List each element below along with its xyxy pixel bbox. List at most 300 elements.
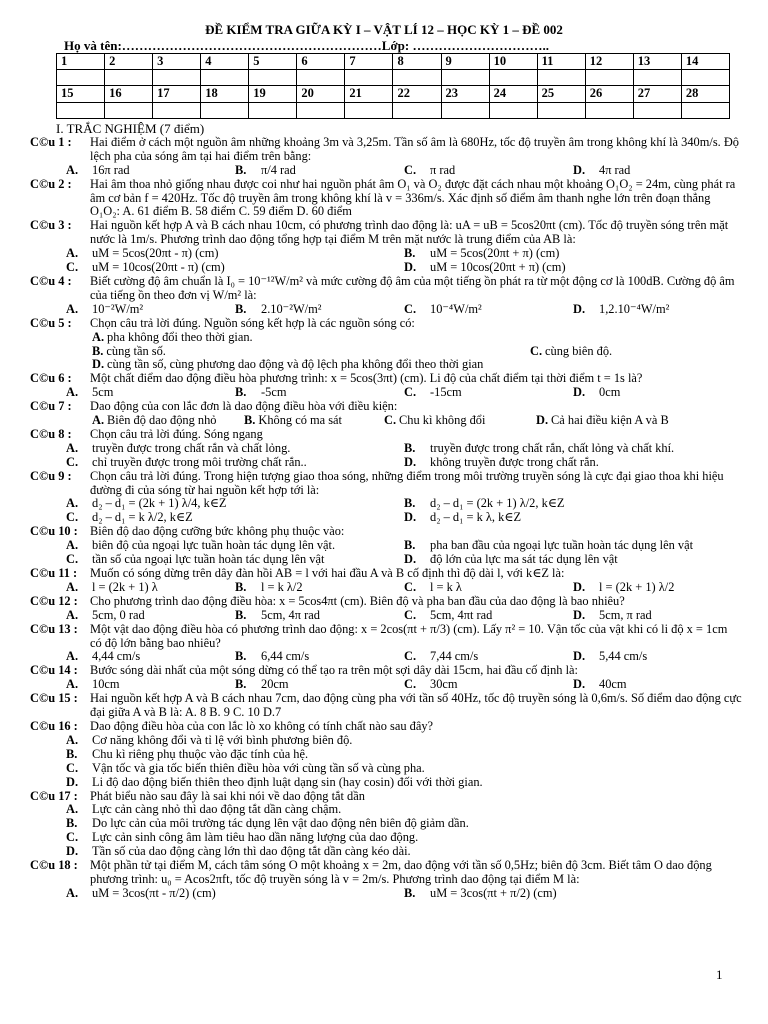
exam-content bbox=[0, 122, 768, 901]
answer-grid-number-cell: 9 bbox=[441, 54, 489, 70]
answer-grid-number-row bbox=[57, 86, 730, 102]
option-letter: A. bbox=[66, 301, 79, 316]
question-label: C©u 6 : bbox=[30, 371, 72, 386]
option-text: Li độ dao động biến thiên theo định luật dạng sin (hay cosin) đối với thời gian. bbox=[92, 774, 483, 789]
option-text: uM = 3cos(πt - π/2) (cm) bbox=[92, 885, 216, 900]
option-text: 1,2.10⁻⁴W/m² bbox=[599, 301, 670, 316]
answer-option[interactable] bbox=[404, 497, 742, 511]
answer-grid-number-cell: 10 bbox=[489, 54, 537, 70]
question-text: Hai nguồn kết hợp A và B cách nhau 7cm, dao động cùng pha với tần số 40Hz, tốc độ truyền sóng là 0,6m/s. Số điểm dao động cực đại giữa A và B là: A. 8 B. 9 C. 10 D.7 bbox=[90, 691, 742, 720]
question-label: C©u 4 : bbox=[30, 273, 72, 288]
answer-options bbox=[0, 581, 744, 595]
answer-grid-answer-cell[interactable] bbox=[585, 70, 633, 86]
option-letter: C. bbox=[384, 413, 397, 428]
option-text: π/4 rad bbox=[261, 162, 296, 177]
question-label: C©u 1 : bbox=[30, 134, 72, 149]
option-letter: B. bbox=[404, 885, 416, 900]
answer-option[interactable] bbox=[536, 414, 726, 428]
option-letter: C. bbox=[404, 385, 417, 400]
answer-grid-answer-cell[interactable] bbox=[57, 70, 105, 86]
question-item bbox=[0, 525, 768, 567]
section-title: I. TRẮC NGHIỆM (7 điểm) bbox=[56, 121, 205, 136]
answer-option[interactable] bbox=[92, 414, 244, 428]
option-letter: B. bbox=[404, 246, 416, 261]
answer-grid-answer-cell[interactable] bbox=[633, 102, 681, 118]
answer-option[interactable] bbox=[66, 456, 404, 470]
option-letter: A. bbox=[66, 246, 79, 261]
answer-grid-answer-cell[interactable] bbox=[489, 70, 537, 86]
answer-grid-number-cell: 3 bbox=[153, 54, 201, 70]
option-letter: A. bbox=[66, 385, 79, 400]
question-text: Chọn câu trả lời đúng. Sóng ngang bbox=[90, 426, 263, 441]
question-text: Hai nguồn kết hợp A và B cách nhau 10cm, có phương trình dao động là: uA = uB = 5cos20πt (cm). Tốc độ truyền sóng trên mặt nước là 1m/s. Phương trình dao động tổng hợp tại điểm M trên mặt nước là trung điểm của AB là: bbox=[90, 218, 729, 247]
option-letter: C. bbox=[404, 607, 417, 622]
answer-grid-answer-cell[interactable] bbox=[489, 102, 537, 118]
answer-grid-number-cell: 19 bbox=[249, 86, 297, 102]
page-number: 1 bbox=[716, 967, 723, 982]
answer-grid-answer-cell[interactable] bbox=[249, 70, 297, 86]
answer-options bbox=[0, 887, 744, 901]
option-letter: A. bbox=[66, 162, 79, 177]
option-text: l = k λ/2 bbox=[261, 579, 303, 594]
option-text: 10⁻⁴W/m² bbox=[430, 301, 482, 316]
option-letter: B. bbox=[404, 440, 416, 455]
answer-grid-number-cell: 21 bbox=[345, 86, 393, 102]
option-text: 10⁻²W/m² bbox=[92, 301, 144, 316]
option-letter: D. bbox=[573, 677, 586, 692]
answer-option[interactable] bbox=[404, 164, 573, 178]
option-text: tần số của ngoại lực tuần hoàn tác dụng lên vật bbox=[92, 552, 325, 567]
answer-option[interactable] bbox=[66, 845, 744, 859]
answer-grid-answer-cell[interactable] bbox=[681, 70, 729, 86]
answer-grid-answer-cell[interactable] bbox=[393, 102, 441, 118]
answer-option[interactable] bbox=[573, 386, 742, 400]
answer-option[interactable] bbox=[66, 247, 404, 261]
option-text: 5cm, 0 rad bbox=[92, 607, 145, 622]
option-letter: B. bbox=[235, 607, 247, 622]
option-text: pha ban đầu của ngoại lực tuần hoàn tác dụng lên vật bbox=[430, 538, 694, 553]
option-text: l = k λ bbox=[430, 579, 462, 594]
answer-option[interactable] bbox=[92, 358, 483, 372]
answer-grid-answer-cell[interactable] bbox=[105, 70, 153, 86]
answer-grid-number-cell: 1 bbox=[57, 54, 105, 70]
question-item bbox=[0, 567, 768, 595]
answer-options bbox=[0, 497, 744, 525]
question-label: C©u 15 : bbox=[30, 691, 78, 706]
answer-grid-answer-cell[interactable] bbox=[297, 102, 345, 118]
option-text: d₂ – d₁ = (2k + 1) λ/2, k∈Z bbox=[430, 496, 565, 511]
option-letter: D. bbox=[404, 260, 417, 275]
option-text: 30cm bbox=[430, 677, 458, 692]
answer-option[interactable] bbox=[66, 511, 404, 525]
answer-option[interactable] bbox=[530, 345, 744, 359]
option-letter: D. bbox=[573, 579, 586, 594]
option-letter: A. bbox=[66, 496, 79, 511]
option-letter: A. bbox=[92, 413, 105, 428]
option-text: Không có ma sát bbox=[258, 413, 342, 428]
option-text: d₂ – d₁ = (2k + 1) λ/4, k∈Z bbox=[92, 496, 227, 511]
option-letter: A. bbox=[66, 802, 79, 817]
option-text: độ lớn của lực ma sát tác dụng lên vật bbox=[430, 552, 618, 567]
option-text: l = (2k + 1) λ bbox=[92, 579, 158, 594]
option-text: 10cm bbox=[92, 677, 120, 692]
question-text: Biết cường độ âm chuẩn là I₀ = 10⁻¹²W/m² và mức cường độ âm của một tiếng ồn phát ra từ một động cơ là 100dB. Cường độ âm của tiếng ồn theo đơn vị W/m² là: bbox=[90, 273, 735, 302]
answer-options bbox=[0, 442, 744, 470]
option-text: 2.10⁻²W/m² bbox=[261, 301, 322, 316]
answer-grid-number-cell: 7 bbox=[345, 54, 393, 70]
answer-grid-number-cell: 2 bbox=[105, 54, 153, 70]
option-letter: D. bbox=[404, 454, 417, 469]
question-item bbox=[0, 219, 768, 275]
option-text: π rad bbox=[430, 162, 456, 177]
option-text: cùng biên độ. bbox=[545, 343, 613, 358]
option-letter: D. bbox=[536, 413, 549, 428]
option-letter: C. bbox=[66, 760, 79, 775]
answer-options bbox=[0, 303, 744, 317]
question-label: C©u 10 : bbox=[30, 524, 78, 539]
question-text: Muốn có sóng dừng trên dây đàn hồi AB = l với hai đầu A và B cố định thì độ dài l, với k∈Z là: bbox=[90, 566, 565, 580]
option-text: Biên độ dao động nhỏ bbox=[107, 413, 217, 428]
option-text: truyền được trong chất rắn, chất lỏng và chất khí. bbox=[430, 440, 675, 455]
question-item bbox=[0, 400, 768, 428]
answer-options bbox=[0, 650, 744, 664]
answer-grid-number-cell: 16 bbox=[105, 86, 153, 102]
question-label: C©u 13 : bbox=[30, 621, 78, 636]
option-letter: D. bbox=[573, 301, 586, 316]
option-text: d₂ – d₁ = k λ/2, k∈Z bbox=[92, 510, 193, 525]
option-text: 5cm, 4π rad bbox=[261, 607, 320, 622]
option-text: l = (2k + 1) λ/2 bbox=[599, 579, 675, 594]
option-text: không truyền được trong chất rắn. bbox=[430, 454, 599, 469]
answer-grid-answer-cell[interactable] bbox=[201, 70, 249, 86]
question-text: Hai điểm ở cách một nguồn âm những khoảng 3m và 3,25m. Tần số âm là 680Hz, tốc độ truyền âm trong không khí là 340m/s. Độ lệch pha của sóng âm tại hai điểm trên bằng: bbox=[90, 134, 739, 163]
answer-grid-number-row bbox=[57, 54, 730, 70]
option-letter: A. bbox=[66, 732, 79, 747]
answer-option[interactable] bbox=[66, 303, 235, 317]
answer-grid-answer-cell[interactable] bbox=[537, 102, 585, 118]
option-text: 4π rad bbox=[599, 162, 631, 177]
question-label: C©u 5 : bbox=[30, 315, 72, 330]
option-text: Cả hai điều kiện A và B bbox=[551, 413, 669, 428]
answer-option[interactable] bbox=[66, 734, 406, 748]
answer-option[interactable] bbox=[66, 164, 235, 178]
option-letter: A. bbox=[66, 677, 79, 692]
answer-options bbox=[0, 164, 744, 178]
option-letter: D. bbox=[404, 510, 417, 525]
option-text: 16π rad bbox=[92, 162, 130, 177]
option-letter: B. bbox=[66, 746, 78, 761]
question-label: C©u 16 : bbox=[30, 718, 78, 733]
option-letter: B. bbox=[235, 301, 247, 316]
answer-grid-number-cell: 11 bbox=[537, 54, 585, 70]
question-item bbox=[0, 623, 768, 665]
question-item bbox=[0, 859, 768, 901]
answer-options bbox=[0, 539, 744, 567]
answer-grid-number-cell: 6 bbox=[297, 54, 345, 70]
option-letter: D. bbox=[573, 385, 586, 400]
question-item bbox=[0, 595, 768, 623]
answer-option[interactable] bbox=[404, 678, 573, 692]
option-text: -15cm bbox=[430, 385, 462, 400]
question-label: C©u 17 : bbox=[30, 788, 78, 803]
option-letter: A. bbox=[66, 885, 79, 900]
question-item bbox=[0, 664, 768, 692]
answer-grid-number-cell: 20 bbox=[297, 86, 345, 102]
option-letter: B. bbox=[244, 413, 256, 428]
answer-options bbox=[0, 247, 744, 275]
question-text: Cho phương trình dao động điều hòa: x = 5cos4πt (cm). Biên độ và pha ban đầu của dao động là bao nhiêu? bbox=[90, 593, 625, 608]
answer-grid-answer-cell[interactable] bbox=[297, 70, 345, 86]
answer-option[interactable] bbox=[66, 650, 235, 664]
answer-option[interactable] bbox=[66, 762, 744, 776]
option-text: Vận tốc và gia tốc biến thiên điều hòa với cùng tần số và cùng pha. bbox=[92, 760, 425, 775]
option-letter: D. bbox=[66, 774, 79, 789]
answer-grid-number-cell: 4 bbox=[201, 54, 249, 70]
answer-grid-answer-cell[interactable] bbox=[441, 70, 489, 86]
question-item bbox=[0, 790, 768, 860]
option-text: 40cm bbox=[599, 677, 627, 692]
answer-grid-number-cell: 23 bbox=[441, 86, 489, 102]
answer-option[interactable] bbox=[66, 887, 404, 901]
answer-option[interactable] bbox=[404, 539, 742, 553]
option-letter: A. bbox=[92, 329, 105, 344]
option-text: uM = 5cos(20πt + π) (cm) bbox=[430, 246, 560, 261]
answer-options bbox=[0, 678, 744, 692]
answer-option[interactable] bbox=[66, 539, 404, 553]
answer-option[interactable] bbox=[66, 553, 404, 567]
option-text: cùng tần số, cùng phương dao động và độ lệch pha không đổi theo thời gian bbox=[107, 357, 484, 372]
answer-option[interactable] bbox=[66, 581, 235, 595]
question-label: C©u 7 : bbox=[30, 399, 72, 414]
question-item bbox=[0, 428, 768, 470]
option-letter: B. bbox=[235, 579, 247, 594]
question-item bbox=[0, 720, 768, 790]
option-letter: B. bbox=[404, 538, 416, 553]
option-text: truyền được trong chất rắn và chất lỏng. bbox=[92, 440, 291, 455]
answer-option[interactable] bbox=[235, 609, 404, 623]
answer-grid-answer-row bbox=[57, 70, 730, 86]
question-text: Bước sóng dài nhất của một sóng dừng có thể tạo ra trên một sợi dây dài 15cm, hai đầu cố định là: bbox=[90, 663, 578, 678]
option-letter: B. bbox=[66, 816, 78, 831]
option-text: 5cm bbox=[92, 385, 114, 400]
answer-grid-answer-cell[interactable] bbox=[537, 70, 585, 86]
answer-grid-number-cell: 25 bbox=[537, 86, 585, 102]
option-letter: B. bbox=[92, 343, 104, 358]
answer-option[interactable] bbox=[404, 553, 742, 567]
answer-grid-number-cell: 12 bbox=[585, 54, 633, 70]
option-text: Lực cản càng nhỏ thì dao động tắt dần càng chậm. bbox=[92, 802, 342, 817]
option-text: Do lực cản của môi trường tác dụng lên vật dao động nên biên độ giảm dần. bbox=[92, 816, 469, 831]
option-text: Chu kì riêng phụ thuộc vào đặc tính của hệ. bbox=[92, 746, 309, 761]
answer-option[interactable] bbox=[404, 581, 573, 595]
option-letter: D. bbox=[573, 162, 586, 177]
option-letter: D. bbox=[92, 357, 105, 372]
question-item bbox=[0, 372, 768, 400]
question-text: Dao động điều hòa của con lắc lò xo không có tính chất nào sau đây? bbox=[90, 718, 434, 733]
answer-grid-answer-cell[interactable] bbox=[345, 102, 393, 118]
option-text: Cơ năng không đổi và tỉ lệ với bình phương biên độ. bbox=[92, 732, 353, 747]
question-label: C©u 8 : bbox=[30, 426, 72, 441]
option-letter: C. bbox=[404, 579, 417, 594]
question-text: Phát biểu nào sau đây là sai khi nói về dao động tắt dần bbox=[90, 788, 365, 803]
option-letter: D. bbox=[573, 649, 586, 664]
answer-option[interactable] bbox=[235, 164, 404, 178]
answer-option[interactable] bbox=[573, 164, 742, 178]
answer-grid-number-cell: 15 bbox=[57, 86, 105, 102]
answer-grid-answer-cell[interactable] bbox=[345, 70, 393, 86]
answer-grid-answer-cell[interactable] bbox=[201, 102, 249, 118]
question-item bbox=[0, 470, 768, 526]
answer-option[interactable] bbox=[235, 650, 404, 664]
answer-option[interactable] bbox=[235, 386, 404, 400]
class-field[interactable]: Lớp: ………………………….. bbox=[381, 38, 549, 53]
question-label: C©u 3 : bbox=[30, 218, 72, 233]
answer-option[interactable] bbox=[404, 650, 573, 664]
option-text: 4,44 cm/s bbox=[92, 649, 141, 664]
answer-option[interactable] bbox=[404, 456, 742, 470]
question-text: Một chất điểm dao động điều hòa phương trình: x = 5cos(3πt) (cm). Li độ của chất điểm tại thời điểm t = 1s là? bbox=[90, 371, 643, 386]
answer-option[interactable] bbox=[235, 678, 404, 692]
answer-option[interactable] bbox=[66, 803, 744, 817]
option-text: chỉ truyền được trong môi trường chất rắn.. bbox=[92, 454, 307, 469]
question-item bbox=[0, 178, 768, 220]
answer-option[interactable] bbox=[66, 261, 404, 275]
answer-option[interactable] bbox=[573, 303, 742, 317]
option-letter: A. bbox=[66, 649, 79, 664]
question-text: Chọn câu trả lời đúng. Trong hiện tượng giao thoa sóng, những điểm trong môi trường truyền sóng là cực đại giao thoa khi hiệu đường đi của sóng từ hai nguồn kết hợp tới là: bbox=[90, 468, 724, 497]
option-letter: C. bbox=[404, 649, 417, 664]
option-text: uM = 10cos(20πt + π) (cm) bbox=[430, 260, 566, 275]
question-item bbox=[0, 692, 768, 720]
answer-option[interactable] bbox=[404, 609, 573, 623]
option-text: Lực cản sinh công âm làm tiêu hao dần năng lượng của dao động. bbox=[92, 830, 419, 845]
answer-option[interactable] bbox=[384, 414, 536, 428]
question-text: Chọn câu trả lời đúng. Nguồn sóng kết hợp là các nguồn sóng có: bbox=[90, 315, 415, 330]
option-text: biên độ của ngoại lực tuần hoàn tác dụng lên vật. bbox=[92, 538, 336, 553]
answer-option[interactable] bbox=[404, 511, 742, 525]
answer-options bbox=[0, 414, 744, 428]
answer-grid-answer-cell[interactable] bbox=[633, 70, 681, 86]
student-info-line bbox=[64, 39, 549, 53]
answer-option[interactable] bbox=[66, 748, 744, 762]
answer-grid-answer-cell[interactable] bbox=[441, 102, 489, 118]
answer-option[interactable] bbox=[66, 386, 235, 400]
answer-option[interactable] bbox=[66, 831, 744, 845]
answer-grid-answer-cell[interactable] bbox=[681, 102, 729, 118]
answer-grid-number-cell: 22 bbox=[393, 86, 441, 102]
answer-grid-number-cell: 18 bbox=[201, 86, 249, 102]
answer-options bbox=[0, 331, 744, 373]
answer-grid-answer-cell[interactable] bbox=[153, 70, 201, 86]
answer-option[interactable] bbox=[573, 609, 742, 623]
answer-option[interactable] bbox=[573, 678, 742, 692]
answer-grid-answer-cell[interactable] bbox=[393, 70, 441, 86]
option-letter: A. bbox=[66, 440, 79, 455]
answer-grid-number-cell: 27 bbox=[633, 86, 681, 102]
exam-title: ĐỀ KIỂM TRA GIỮA KỲ I – VẬT LÍ 12 – HỌC KỲ 1 – ĐỀ 002 bbox=[205, 22, 563, 37]
question-label: C©u 9 : bbox=[30, 468, 72, 483]
answer-grid-number-cell: 26 bbox=[585, 86, 633, 102]
answer-option[interactable] bbox=[573, 581, 742, 595]
answer-grid-answer-cell[interactable] bbox=[105, 102, 153, 118]
option-text: 0cm bbox=[599, 385, 621, 400]
answer-option[interactable] bbox=[66, 497, 404, 511]
answer-option[interactable] bbox=[66, 678, 235, 692]
option-letter: A. bbox=[66, 538, 79, 553]
option-text: -5cm bbox=[261, 385, 287, 400]
answer-option[interactable] bbox=[66, 776, 744, 790]
option-letter: B. bbox=[235, 677, 247, 692]
answer-option[interactable] bbox=[66, 817, 744, 831]
answer-option[interactable] bbox=[404, 247, 742, 261]
question-text: Một phần tử tại điểm M, cách tâm sóng O một khoảng x = 2m, dao động với tần số 0,5Hz; biên độ 3cm. Biết tâm O dao động phương trình: u₀ = Acos2πft, tốc độ truyền sóng là v = 2m/s. Phương trình dao động tại điểm M là: bbox=[90, 858, 712, 886]
question-label: C©u 18 : bbox=[30, 858, 78, 873]
answer-grid-number-cell: 24 bbox=[489, 86, 537, 102]
option-text: 5cm, π rad bbox=[599, 607, 652, 622]
option-letter: B. bbox=[235, 649, 247, 664]
option-letter: C. bbox=[66, 454, 79, 469]
option-letter: C. bbox=[66, 260, 79, 275]
answer-option[interactable] bbox=[235, 303, 404, 317]
option-letter: D. bbox=[66, 844, 79, 859]
answer-grid-answer-cell[interactable] bbox=[585, 102, 633, 118]
question-text: Dao động của con lắc đơn là dao động điều hòa với điều kiện: bbox=[90, 399, 398, 414]
answer-grid-number-cell: 13 bbox=[633, 54, 681, 70]
answer-option[interactable] bbox=[404, 442, 742, 456]
name-field[interactable]: Họ và tên:…………………………………………………… bbox=[64, 38, 382, 53]
question-list bbox=[0, 136, 768, 901]
answer-option[interactable] bbox=[404, 887, 742, 901]
answer-option[interactable] bbox=[235, 581, 404, 595]
answer-grid-number-cell: 17 bbox=[153, 86, 201, 102]
option-letter: C. bbox=[66, 552, 79, 567]
answer-option[interactable] bbox=[404, 303, 573, 317]
question-label: C©u 14 : bbox=[30, 663, 78, 678]
option-letter: B. bbox=[235, 162, 247, 177]
question-item bbox=[0, 136, 768, 178]
option-letter: C. bbox=[530, 343, 543, 358]
answer-option[interactable] bbox=[244, 414, 384, 428]
question-label: C©u 11 : bbox=[30, 566, 78, 580]
answer-grid-answer-cell[interactable] bbox=[57, 102, 105, 118]
answer-option[interactable] bbox=[92, 345, 512, 359]
answer-grid-answer-row bbox=[57, 102, 730, 118]
answer-grid-answer-cell[interactable] bbox=[249, 102, 297, 118]
question-item bbox=[0, 317, 768, 373]
answer-option[interactable] bbox=[404, 386, 573, 400]
question-text: Biên độ dao động cưỡng bức không phụ thuộc vào: bbox=[90, 524, 345, 539]
question-text: Một vật dao động điều hòa có phương trình dao động: x = 2cos(πt + π/3) (cm). Lấy π² = 10. Vận tốc của vật khi có li độ x = 1cm có độ lớn bằng bao nhiêu? bbox=[90, 621, 728, 650]
option-letter: A. bbox=[66, 607, 79, 622]
option-letter: D. bbox=[404, 552, 417, 567]
answer-option[interactable] bbox=[92, 331, 322, 345]
answer-options bbox=[0, 803, 744, 859]
answer-grid-number-cell: 14 bbox=[681, 54, 729, 70]
answer-grid-answer-cell[interactable] bbox=[153, 102, 201, 118]
option-letter: B. bbox=[235, 385, 247, 400]
option-letter: C. bbox=[404, 301, 417, 316]
option-text: 6,44 cm/s bbox=[261, 649, 310, 664]
option-letter: C. bbox=[66, 510, 79, 525]
answer-grid-number-cell: 5 bbox=[249, 54, 297, 70]
answer-option[interactable] bbox=[573, 650, 742, 664]
option-letter: B. bbox=[404, 496, 416, 511]
option-text: 5cm, 4πt rad bbox=[430, 607, 493, 622]
answer-option[interactable] bbox=[404, 261, 742, 275]
option-text: 20cm bbox=[261, 677, 289, 692]
answer-option[interactable] bbox=[66, 442, 404, 456]
answer-option[interactable] bbox=[66, 609, 235, 623]
